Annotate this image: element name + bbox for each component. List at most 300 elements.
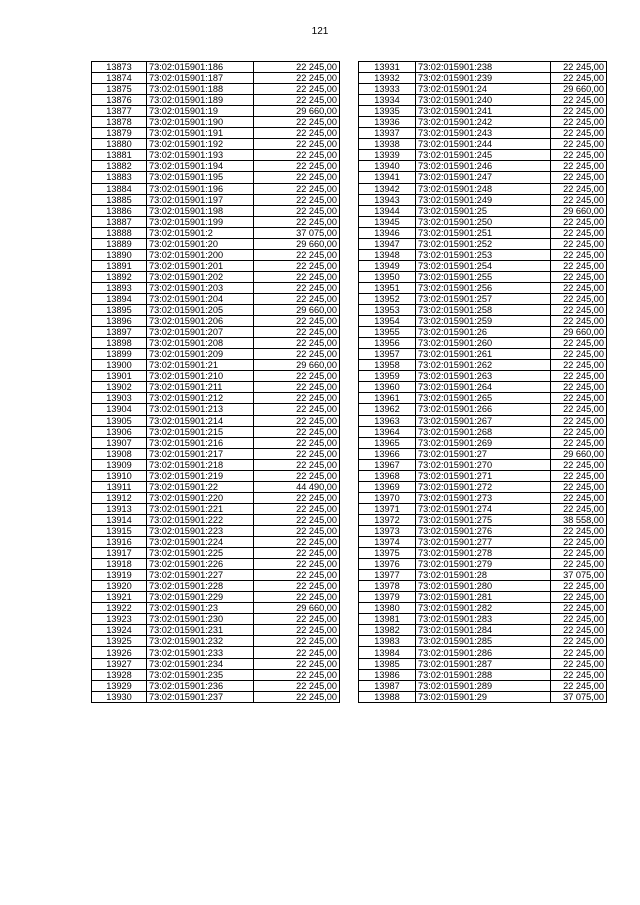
cadastral-number-cell: 73:02:015901:192 xyxy=(147,139,254,150)
cadastral-number-cell: 73:02:015901:240 xyxy=(416,95,551,106)
cadastral-number-cell: 73:02:015901:24 xyxy=(416,84,551,95)
row-number-cell: 13943 xyxy=(359,194,416,205)
amount-cell: 22 245,00 xyxy=(551,492,607,503)
amount-cell: 22 245,00 xyxy=(551,73,607,84)
table-row xyxy=(359,84,607,95)
row-number-cell: 13976 xyxy=(359,559,416,570)
row-number-cell: 13914 xyxy=(92,514,147,525)
row-number-cell: 13952 xyxy=(359,293,416,304)
row-number-cell: 13949 xyxy=(359,260,416,271)
row-number-cell: 13921 xyxy=(92,592,147,603)
cadastral-number-cell: 73:02:015901:271 xyxy=(416,470,551,481)
table-row xyxy=(92,625,340,636)
cadastral-number-cell: 73:02:015901:289 xyxy=(416,680,551,691)
table-row xyxy=(92,459,340,470)
cadastral-number-cell: 73:02:015901:270 xyxy=(416,459,551,470)
table-row xyxy=(92,194,340,205)
table-row xyxy=(92,691,340,702)
row-number-cell: 13886 xyxy=(92,205,147,216)
cadastral-number-cell: 73:02:015901:194 xyxy=(147,161,254,172)
table-row xyxy=(359,592,607,603)
cadastral-number-cell: 73:02:015901:236 xyxy=(147,680,254,691)
row-number-cell: 13958 xyxy=(359,360,416,371)
cadastral-number-cell: 73:02:015901:257 xyxy=(416,293,551,304)
row-number-cell: 13928 xyxy=(92,669,147,680)
table-row xyxy=(359,492,607,503)
row-number-cell: 13948 xyxy=(359,249,416,260)
amount-cell: 22 245,00 xyxy=(551,293,607,304)
row-number-cell: 13882 xyxy=(92,161,147,172)
row-number-cell: 13875 xyxy=(92,84,147,95)
cadastral-number-cell: 73:02:015901:213 xyxy=(147,404,254,415)
table-row xyxy=(359,305,607,316)
table-row xyxy=(359,481,607,492)
amount-cell: 22 245,00 xyxy=(551,393,607,404)
table-row xyxy=(359,636,607,647)
row-number-cell: 13915 xyxy=(92,525,147,536)
cadastral-number-cell: 73:02:015901:250 xyxy=(416,216,551,227)
amount-cell: 22 245,00 xyxy=(551,415,607,426)
table-row xyxy=(359,459,607,470)
row-number-cell: 13963 xyxy=(359,415,416,426)
row-number-cell: 13935 xyxy=(359,106,416,117)
cadastral-number-cell: 73:02:015901:202 xyxy=(147,271,254,282)
cadastral-number-cell: 73:02:015901:237 xyxy=(147,691,254,702)
row-number-cell: 13988 xyxy=(359,691,416,702)
row-number-cell: 13938 xyxy=(359,139,416,150)
row-number-cell: 13956 xyxy=(359,338,416,349)
amount-cell: 37 075,00 xyxy=(551,691,607,702)
cadastral-number-cell: 73:02:015901:243 xyxy=(416,128,551,139)
amount-cell: 22 245,00 xyxy=(551,548,607,559)
amount-cell: 22 245,00 xyxy=(551,592,607,603)
row-number-cell: 13969 xyxy=(359,481,416,492)
cadastral-number-cell: 73:02:015901:265 xyxy=(416,393,551,404)
table-row xyxy=(359,327,607,338)
table-row xyxy=(359,95,607,106)
table-row xyxy=(92,603,340,614)
row-number-cell: 13926 xyxy=(92,647,147,658)
table-row xyxy=(359,260,607,271)
table-row xyxy=(359,680,607,691)
row-number-cell: 13903 xyxy=(92,393,147,404)
amount-cell: 22 245,00 xyxy=(551,503,607,514)
cadastral-number-cell: 73:02:015901:281 xyxy=(416,592,551,603)
cadastral-number-cell: 73:02:015901:282 xyxy=(416,603,551,614)
cadastral-number-cell: 73:02:015901:189 xyxy=(147,95,254,106)
table-row xyxy=(359,139,607,150)
cadastral-number-cell: 73:02:015901:278 xyxy=(416,548,551,559)
cadastral-number-cell: 73:02:015901:220 xyxy=(147,492,254,503)
amount-cell: 22 245,00 xyxy=(254,426,340,437)
table-row xyxy=(359,205,607,216)
table-row xyxy=(92,216,340,227)
cadastral-number-cell: 73:02:015901:188 xyxy=(147,84,254,95)
amount-cell: 22 245,00 xyxy=(551,194,607,205)
table-row xyxy=(359,603,607,614)
amount-cell: 22 245,00 xyxy=(254,293,340,304)
row-number-cell: 13879 xyxy=(92,128,147,139)
cadastral-number-cell: 73:02:015901:247 xyxy=(416,172,551,183)
table-row xyxy=(92,492,340,503)
table-row xyxy=(92,227,340,238)
table-row xyxy=(359,117,607,128)
cadastral-number-cell: 73:02:015901:288 xyxy=(416,669,551,680)
cadastral-number-cell: 73:02:015901:229 xyxy=(147,592,254,603)
table-row xyxy=(359,282,607,293)
row-number-cell: 13932 xyxy=(359,73,416,84)
amount-cell: 22 245,00 xyxy=(551,459,607,470)
table-row xyxy=(92,327,340,338)
row-number-cell: 13876 xyxy=(92,95,147,106)
row-number-cell: 13893 xyxy=(92,282,147,293)
table-row xyxy=(92,581,340,592)
cadastral-number-cell: 73:02:015901:227 xyxy=(147,570,254,581)
amount-cell: 22 245,00 xyxy=(551,382,607,393)
amount-cell: 22 245,00 xyxy=(551,647,607,658)
amount-cell: 22 245,00 xyxy=(254,382,340,393)
row-number-cell: 13896 xyxy=(92,316,147,327)
table-row xyxy=(92,238,340,249)
table-row xyxy=(359,426,607,437)
amount-cell: 37 075,00 xyxy=(254,227,340,238)
amount-cell: 22 245,00 xyxy=(254,128,340,139)
row-number-cell: 13942 xyxy=(359,183,416,194)
table-row xyxy=(92,437,340,448)
row-number-cell: 13965 xyxy=(359,437,416,448)
row-number-cell: 13885 xyxy=(92,194,147,205)
row-number-cell: 13877 xyxy=(92,106,147,117)
row-number-cell: 13880 xyxy=(92,139,147,150)
cadastral-number-cell: 73:02:015901:27 xyxy=(416,448,551,459)
cadastral-number-cell: 73:02:015901:246 xyxy=(416,161,551,172)
cadastral-number-cell: 73:02:015901:221 xyxy=(147,503,254,514)
table-row xyxy=(92,305,340,316)
amount-cell: 22 245,00 xyxy=(551,260,607,271)
amount-cell: 22 245,00 xyxy=(551,669,607,680)
cadastral-number-cell: 73:02:015901:29 xyxy=(416,691,551,702)
amount-cell: 22 245,00 xyxy=(254,525,340,536)
cadastral-number-cell: 73:02:015901:231 xyxy=(147,625,254,636)
table-row xyxy=(92,249,340,260)
table-row xyxy=(359,227,607,238)
table-row xyxy=(359,514,607,525)
cadastral-number-cell: 73:02:015901:259 xyxy=(416,316,551,327)
row-number-cell: 13911 xyxy=(92,481,147,492)
amount-cell: 22 245,00 xyxy=(254,404,340,415)
table-row xyxy=(359,691,607,702)
cadastral-number-cell: 73:02:015901:279 xyxy=(416,559,551,570)
row-number-cell: 13977 xyxy=(359,570,416,581)
table-row xyxy=(359,570,607,581)
registry-table-left xyxy=(91,61,340,703)
amount-cell: 22 245,00 xyxy=(254,636,340,647)
table-row xyxy=(92,393,340,404)
table-row xyxy=(359,238,607,249)
table-row xyxy=(359,150,607,161)
cadastral-number-cell: 73:02:015901:264 xyxy=(416,382,551,393)
table-row xyxy=(359,581,607,592)
row-number-cell: 13957 xyxy=(359,349,416,360)
cadastral-number-cell: 73:02:015901:253 xyxy=(416,249,551,260)
row-number-cell: 13924 xyxy=(92,625,147,636)
cadastral-number-cell: 73:02:015901:210 xyxy=(147,371,254,382)
amount-cell: 22 245,00 xyxy=(254,459,340,470)
amount-cell: 22 245,00 xyxy=(551,172,607,183)
cadastral-number-cell: 73:02:015901:280 xyxy=(416,581,551,592)
cadastral-number-cell: 73:02:015901:272 xyxy=(416,481,551,492)
amount-cell: 22 245,00 xyxy=(254,548,340,559)
table-row xyxy=(359,371,607,382)
cadastral-number-cell: 73:02:015901:277 xyxy=(416,537,551,548)
table-row xyxy=(359,382,607,393)
table-row xyxy=(92,117,340,128)
amount-cell: 22 245,00 xyxy=(254,161,340,172)
table-row xyxy=(359,448,607,459)
amount-cell: 22 245,00 xyxy=(254,647,340,658)
table-row xyxy=(359,437,607,448)
amount-cell: 22 245,00 xyxy=(254,581,340,592)
row-number-cell: 13901 xyxy=(92,371,147,382)
row-number-cell: 13982 xyxy=(359,625,416,636)
amount-cell: 37 075,00 xyxy=(551,570,607,581)
table-row xyxy=(92,205,340,216)
cadastral-number-cell: 73:02:015901:207 xyxy=(147,327,254,338)
amount-cell: 22 245,00 xyxy=(254,172,340,183)
table-row xyxy=(92,503,340,514)
row-number-cell: 13966 xyxy=(359,448,416,459)
amount-cell: 22 245,00 xyxy=(254,282,340,293)
row-number-cell: 13986 xyxy=(359,669,416,680)
cadastral-number-cell: 73:02:015901:215 xyxy=(147,426,254,437)
row-number-cell: 13945 xyxy=(359,216,416,227)
table-row xyxy=(92,426,340,437)
amount-cell: 22 245,00 xyxy=(254,117,340,128)
table-row xyxy=(92,559,340,570)
amount-cell: 29 660,00 xyxy=(551,327,607,338)
amount-cell: 29 660,00 xyxy=(254,603,340,614)
table-row xyxy=(359,647,607,658)
amount-cell: 22 245,00 xyxy=(551,559,607,570)
amount-cell: 22 245,00 xyxy=(254,415,340,426)
amount-cell: 22 245,00 xyxy=(551,481,607,492)
table-row xyxy=(92,161,340,172)
amount-cell: 22 245,00 xyxy=(254,658,340,669)
cadastral-number-cell: 73:02:015901:276 xyxy=(416,525,551,536)
amount-cell: 22 245,00 xyxy=(551,282,607,293)
amount-cell: 22 245,00 xyxy=(551,581,607,592)
amount-cell: 22 245,00 xyxy=(551,62,607,73)
cadastral-number-cell: 73:02:015901:284 xyxy=(416,625,551,636)
row-number-cell: 13910 xyxy=(92,470,147,481)
cadastral-number-cell: 73:02:015901:273 xyxy=(416,492,551,503)
cadastral-number-cell: 73:02:015901:235 xyxy=(147,669,254,680)
amount-cell: 22 245,00 xyxy=(254,205,340,216)
row-number-cell: 13973 xyxy=(359,525,416,536)
amount-cell: 22 245,00 xyxy=(254,680,340,691)
amount-cell: 22 245,00 xyxy=(551,271,607,282)
row-number-cell: 13951 xyxy=(359,282,416,293)
table-row xyxy=(92,260,340,271)
table-row xyxy=(92,481,340,492)
table-row xyxy=(92,73,340,84)
table-row xyxy=(92,183,340,194)
table-row xyxy=(359,172,607,183)
row-number-cell: 13909 xyxy=(92,459,147,470)
row-number-cell: 13940 xyxy=(359,161,416,172)
amount-cell: 22 245,00 xyxy=(551,603,607,614)
row-number-cell: 13894 xyxy=(92,293,147,304)
table-row xyxy=(359,293,607,304)
table-row xyxy=(92,525,340,536)
amount-cell: 22 245,00 xyxy=(254,150,340,161)
cadastral-number-cell: 73:02:015901:197 xyxy=(147,194,254,205)
table-row xyxy=(359,658,607,669)
amount-cell: 22 245,00 xyxy=(254,271,340,282)
amount-cell: 22 245,00 xyxy=(551,525,607,536)
amount-cell: 22 245,00 xyxy=(551,636,607,647)
amount-cell: 22 245,00 xyxy=(551,216,607,227)
table-row xyxy=(92,614,340,625)
row-number-cell: 13892 xyxy=(92,271,147,282)
cadastral-number-cell: 73:02:015901:245 xyxy=(416,150,551,161)
row-number-cell: 13902 xyxy=(92,382,147,393)
cadastral-number-cell: 73:02:015901:287 xyxy=(416,658,551,669)
amount-cell: 22 245,00 xyxy=(551,95,607,106)
cadastral-number-cell: 73:02:015901:248 xyxy=(416,183,551,194)
cadastral-number-cell: 73:02:015901:275 xyxy=(416,514,551,525)
cadastral-number-cell: 73:02:015901:252 xyxy=(416,238,551,249)
table-row xyxy=(359,73,607,84)
row-number-cell: 13919 xyxy=(92,570,147,581)
amount-cell: 22 245,00 xyxy=(254,559,340,570)
amount-cell: 22 245,00 xyxy=(551,150,607,161)
cadastral-number-cell: 73:02:015901:187 xyxy=(147,73,254,84)
cadastral-number-cell: 73:02:015901:232 xyxy=(147,636,254,647)
row-number-cell: 13899 xyxy=(92,349,147,360)
row-number-cell: 13883 xyxy=(92,172,147,183)
cadastral-number-cell: 73:02:015901:274 xyxy=(416,503,551,514)
cadastral-number-cell: 73:02:015901:256 xyxy=(416,282,551,293)
row-number-cell: 13881 xyxy=(92,150,147,161)
amount-cell: 44 490,00 xyxy=(254,481,340,492)
amount-cell: 22 245,00 xyxy=(254,437,340,448)
cadastral-number-cell: 73:02:015901:196 xyxy=(147,183,254,194)
cadastral-number-cell: 73:02:015901:254 xyxy=(416,260,551,271)
table-row xyxy=(92,271,340,282)
table-row xyxy=(92,514,340,525)
amount-cell: 22 245,00 xyxy=(254,260,340,271)
row-number-cell: 13937 xyxy=(359,128,416,139)
row-number-cell: 13929 xyxy=(92,680,147,691)
amount-cell: 22 245,00 xyxy=(551,117,607,128)
row-number-cell: 13953 xyxy=(359,305,416,316)
cadastral-number-cell: 73:02:015901:268 xyxy=(416,426,551,437)
table-row xyxy=(359,404,607,415)
amount-cell: 22 245,00 xyxy=(254,216,340,227)
cadastral-number-cell: 73:02:015901:262 xyxy=(416,360,551,371)
cadastral-number-cell: 73:02:015901:209 xyxy=(147,349,254,360)
cadastral-number-cell: 73:02:015901:286 xyxy=(416,647,551,658)
row-number-cell: 13887 xyxy=(92,216,147,227)
amount-cell: 22 245,00 xyxy=(254,625,340,636)
amount-cell: 22 245,00 xyxy=(551,470,607,481)
cadastral-number-cell: 73:02:015901:191 xyxy=(147,128,254,139)
table-row xyxy=(92,647,340,658)
row-number-cell: 13931 xyxy=(359,62,416,73)
cadastral-number-cell: 73:02:015901:193 xyxy=(147,150,254,161)
amount-cell: 29 660,00 xyxy=(254,238,340,249)
cadastral-number-cell: 73:02:015901:200 xyxy=(147,249,254,260)
row-number-cell: 13920 xyxy=(92,581,147,592)
amount-cell: 22 245,00 xyxy=(551,338,607,349)
cadastral-number-cell: 73:02:015901:2 xyxy=(147,227,254,238)
table-row xyxy=(92,415,340,426)
row-number-cell: 13984 xyxy=(359,647,416,658)
amount-cell: 22 245,00 xyxy=(254,592,340,603)
table-row xyxy=(359,216,607,227)
amount-cell: 22 245,00 xyxy=(254,73,340,84)
cadastral-number-cell: 73:02:015901:269 xyxy=(416,437,551,448)
cadastral-number-cell: 73:02:015901:22 xyxy=(147,481,254,492)
row-number-cell: 13927 xyxy=(92,658,147,669)
amount-cell: 29 660,00 xyxy=(254,360,340,371)
amount-cell: 22 245,00 xyxy=(551,360,607,371)
row-number-cell: 13936 xyxy=(359,117,416,128)
amount-cell: 22 245,00 xyxy=(551,227,607,238)
cadastral-number-cell: 73:02:015901:219 xyxy=(147,470,254,481)
cadastral-number-cell: 73:02:015901:242 xyxy=(416,117,551,128)
amount-cell: 22 245,00 xyxy=(551,658,607,669)
amount-cell: 22 245,00 xyxy=(254,470,340,481)
row-number-cell: 13925 xyxy=(92,636,147,647)
row-number-cell: 13947 xyxy=(359,238,416,249)
table-row xyxy=(359,349,607,360)
table-row xyxy=(359,669,607,680)
amount-cell: 22 245,00 xyxy=(254,338,340,349)
row-number-cell: 13898 xyxy=(92,338,147,349)
row-number-cell: 13971 xyxy=(359,503,416,514)
amount-cell: 22 245,00 xyxy=(551,128,607,139)
row-number-cell: 13874 xyxy=(92,73,147,84)
row-number-cell: 13904 xyxy=(92,404,147,415)
row-number-cell: 13878 xyxy=(92,117,147,128)
cadastral-number-cell: 73:02:015901:204 xyxy=(147,293,254,304)
row-number-cell: 13913 xyxy=(92,503,147,514)
cadastral-number-cell: 73:02:015901:226 xyxy=(147,559,254,570)
row-number-cell: 13987 xyxy=(359,680,416,691)
row-number-cell: 13981 xyxy=(359,614,416,625)
row-number-cell: 13946 xyxy=(359,227,416,238)
amount-cell: 22 245,00 xyxy=(551,625,607,636)
cadastral-number-cell: 73:02:015901:222 xyxy=(147,514,254,525)
row-number-cell: 13970 xyxy=(359,492,416,503)
amount-cell: 38 558,00 xyxy=(551,514,607,525)
row-number-cell: 13944 xyxy=(359,205,416,216)
amount-cell: 22 245,00 xyxy=(254,84,340,95)
row-number-cell: 13941 xyxy=(359,172,416,183)
row-number-cell: 13968 xyxy=(359,470,416,481)
cadastral-number-cell: 73:02:015901:212 xyxy=(147,393,254,404)
cadastral-number-cell: 73:02:015901:230 xyxy=(147,614,254,625)
table-row xyxy=(359,559,607,570)
amount-cell: 22 245,00 xyxy=(551,183,607,194)
cadastral-number-cell: 73:02:015901:214 xyxy=(147,415,254,426)
amount-cell: 22 245,00 xyxy=(551,437,607,448)
table-row xyxy=(92,316,340,327)
row-number-cell: 13884 xyxy=(92,183,147,194)
cadastral-number-cell: 73:02:015901:285 xyxy=(416,636,551,647)
